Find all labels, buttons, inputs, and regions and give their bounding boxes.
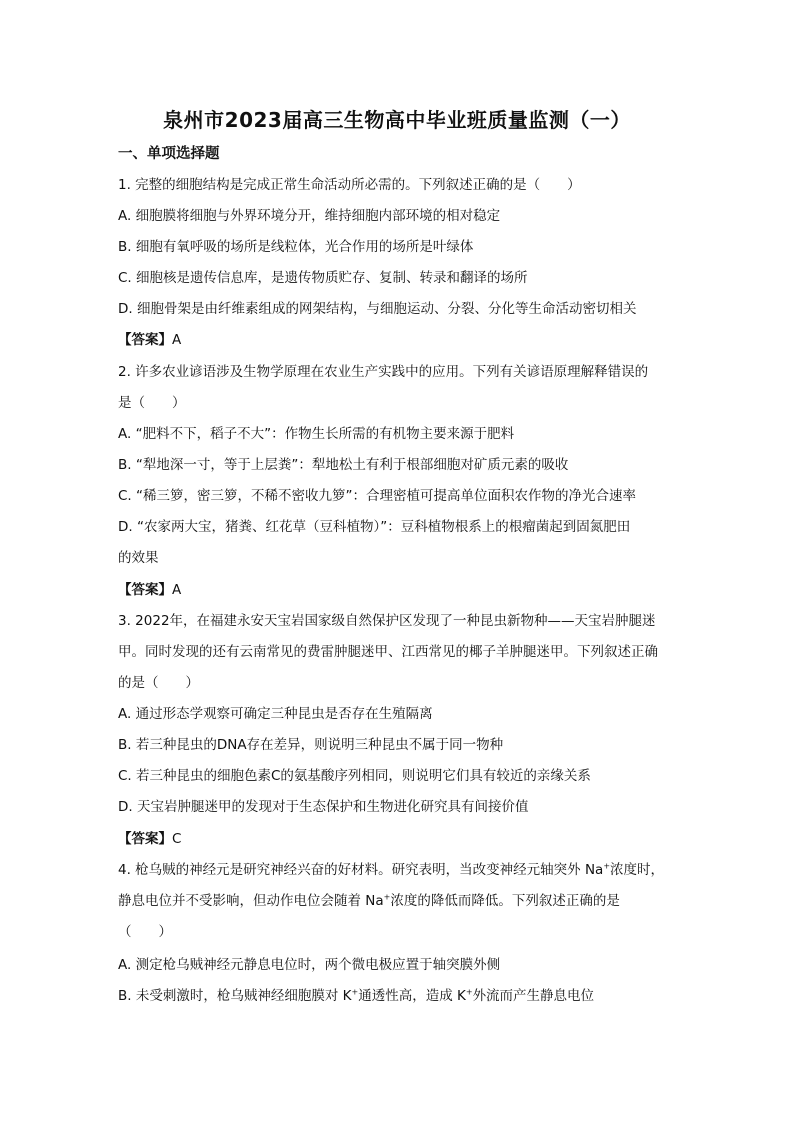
answer-value: C <box>172 831 182 847</box>
option-text: 通透性高，造成 K <box>358 988 466 1004</box>
stem-text: 浓度时， <box>610 862 665 878</box>
answer-label: 【答案】 <box>118 582 172 598</box>
question-3-stem-line-2: 甲。同时发现的还有云南常见的费雷肿腿迷甲、江西常见的椰子羊肿腿迷甲。下列叙述正确 <box>118 644 658 660</box>
question-2-option-d-line-2: 的效果 <box>118 550 159 566</box>
answer-label: 【答案】 <box>118 332 172 348</box>
superscript-plus: + <box>465 987 473 997</box>
question-3-answer <box>118 829 678 849</box>
stem-text: 4. 枪乌贼的神经元是研究神经兴奋的好材料。研究表明，当改变神经元轴突外 Na <box>118 862 604 878</box>
superscript-plus: + <box>603 861 611 871</box>
answer-value: A <box>172 332 182 348</box>
question-1-option-b: B. 细胞有氧呼吸的场所是线粒体，光合作用的场所是叶绿体 <box>118 239 474 255</box>
question-4-option-b <box>118 986 678 1006</box>
question-4-stem-line-2 <box>118 891 678 911</box>
question-1-answer <box>118 330 678 350</box>
question-4-stem-line-1 <box>118 860 678 880</box>
question-2-option-b: B. “犁地深一寸，等于上层粪”：犁地松土有利于根部细胞对矿质元素的吸收 <box>118 457 569 473</box>
superscript-plus: + <box>383 892 391 902</box>
option-text: 外流而产生静息电位 <box>472 988 595 1004</box>
stem-text: 静息电位并不受影响，但动作电位会随着 Na <box>118 893 384 909</box>
question-2-answer <box>118 580 678 600</box>
question-3-option-a: A. 通过形态学观察可确定三种昆虫是否存在生殖隔离 <box>118 706 433 722</box>
question-1-stem: 1. 完整的细胞结构是完成正常生命活动所必需的。下列叙述正确的是（ ） <box>118 177 581 193</box>
question-2-option-a: A. “肥料不下，稻子不大”：作物生长所需的有机物主要来源于肥料 <box>118 426 515 442</box>
question-4-stem-line-3: （ ） <box>118 924 172 940</box>
question-1-option-a: A. 细胞膜将细胞与外界环境分开，维持细胞内部环境的相对稳定 <box>118 208 501 224</box>
question-3-stem-line-3: 的是（ ） <box>118 675 199 691</box>
question-3-option-d: D. 天宝岩肿腿迷甲的发现对于生态保护和生物进化研究具有间接价值 <box>118 799 529 815</box>
question-1-option-c: C. 细胞核是遗传信息库，是遗传物质贮存、复制、转录和翻译的场所 <box>118 270 528 286</box>
question-2-stem-line-1: 2. 许多农业谚语涉及生物学原理在农业生产实践中的应用。下列有关谚语原理解释错误的 <box>118 364 649 380</box>
option-text: B. 未受刺激时，枪乌贼神经细胞膜对 K <box>118 988 352 1004</box>
answer-value: A <box>172 582 182 598</box>
question-2-option-c: C. “稀三箩，密三箩，不稀不密收九箩”：合理密植可提高单位面积农作物的净光合速率 <box>118 488 636 504</box>
question-1-option-d: D. 细胞骨架是由纤维素组成的网架结构，与细胞运动、分裂、分化等生命活动密切相关 <box>118 301 637 317</box>
question-3-stem-line-1: 3. 2022年，在福建永安天宝岩国家级自然保护区发现了一种昆虫新物种——天宝岩肿腿迷 <box>118 613 656 629</box>
question-3-option-b: B. 若三种昆虫的DNA存在差异，则说明三种昆虫不属于同一物种 <box>118 737 504 753</box>
answer-label: 【答案】 <box>118 831 172 847</box>
section-heading: 一、单项选择题 <box>118 146 220 162</box>
question-4-option-a: A. 测定枪乌贼神经元静息电位时，两个微电极应置于轴突膜外侧 <box>118 957 501 973</box>
superscript-plus: + <box>351 987 359 997</box>
question-2-option-d-line-1: D. “农家两大宝，猪粪、红花草（豆科植物）”：豆科植物根系上的根瘤菌起到固氮肥田 <box>118 519 631 535</box>
question-2-stem-line-2: 是（ ） <box>118 395 186 411</box>
document-title: 泉州市2023届高三生物高中毕业班质量监测（一） <box>163 108 631 132</box>
question-3-option-c: C. 若三种昆虫的细胞色素C的氨基酸序列相同，则说明它们具有较近的亲缘关系 <box>118 768 591 784</box>
stem-text: 浓度的降低而降低。下列叙述正确的是 <box>390 893 620 909</box>
